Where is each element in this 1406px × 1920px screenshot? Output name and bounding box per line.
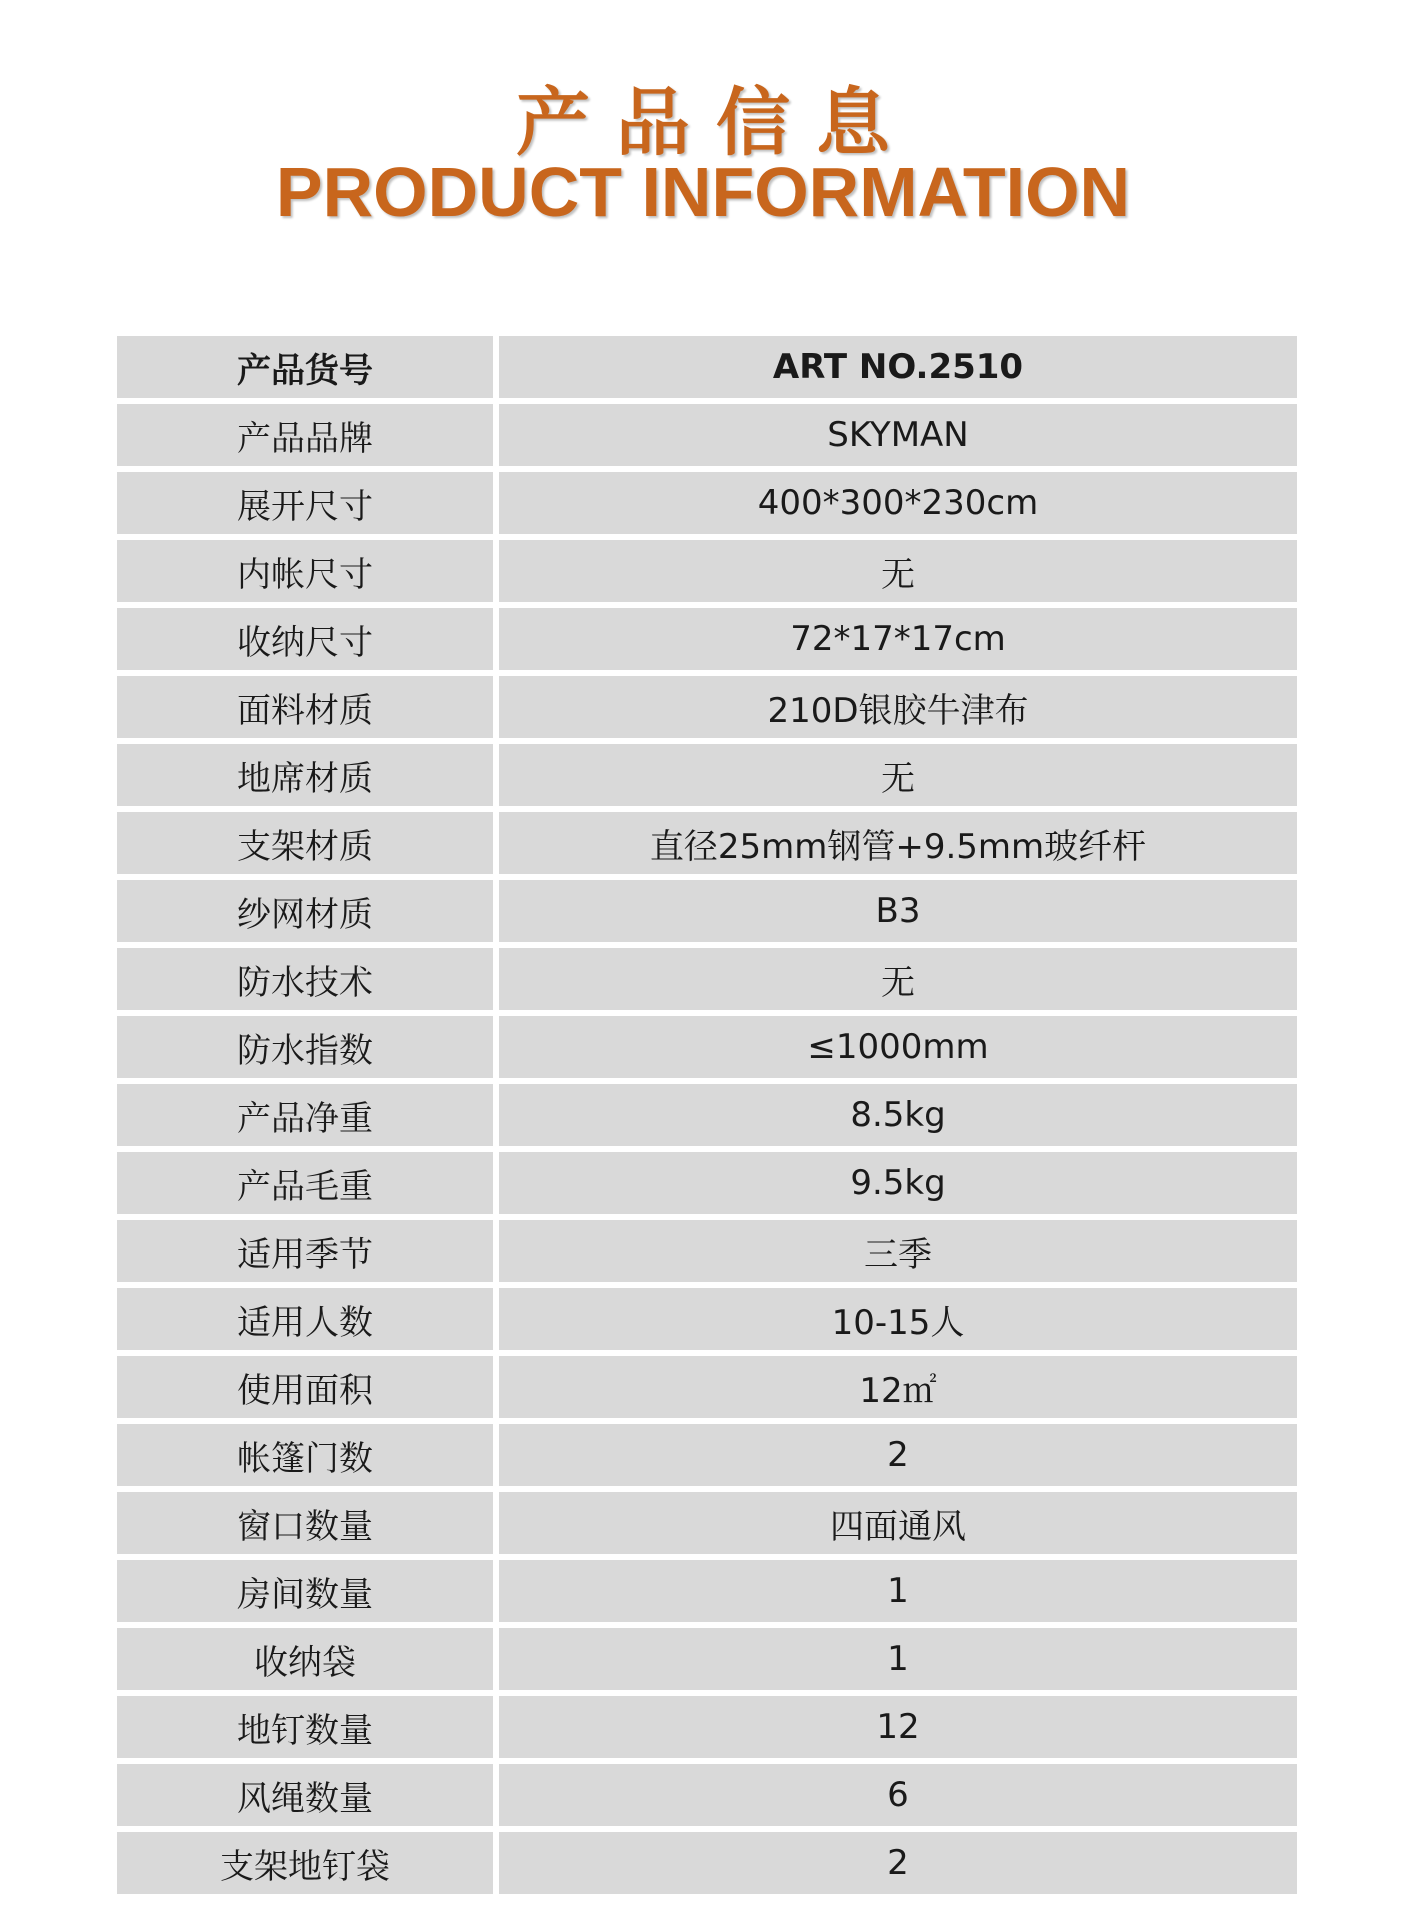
spec-row [117,1288,1297,1350]
spec-row [117,1696,1297,1758]
spec-label: 收纳尺寸 [117,608,499,670]
spec-header-label: 产品货号 [117,336,499,398]
spec-label: 地钉数量 [117,1696,499,1758]
page-title-chinese: 产品信息 [516,80,916,166]
spec-value: B3 [499,880,1297,942]
spec-value: 无 [499,744,1297,806]
spec-value: 6 [499,1764,1297,1826]
spec-label: 面料材质 [117,676,499,738]
spec-label: 风绳数量 [117,1764,499,1826]
spec-value: 1 [499,1628,1297,1690]
spec-label: 地席材质 [117,744,499,806]
spec-row [117,948,1297,1010]
spec-label: 内帐尺寸 [117,540,499,602]
spec-value: 无 [499,540,1297,602]
spec-row [117,1356,1297,1418]
spec-label: 窗口数量 [117,1492,499,1554]
spec-header-row [117,336,1297,398]
spec-label: 收纳袋 [117,1628,499,1690]
spec-row [117,1016,1297,1078]
spec-label: 产品品牌 [117,404,499,466]
spec-row [117,608,1297,670]
spec-value: 8.5kg [499,1084,1297,1146]
spec-row [117,1560,1297,1622]
spec-row [117,1492,1297,1554]
spec-label: 防水指数 [117,1016,499,1078]
spec-label: 帐篷门数 [117,1424,499,1486]
spec-value: SKYMAN [499,404,1297,466]
spec-label: 展开尺寸 [117,472,499,534]
spec-row [117,812,1297,874]
spec-label: 支架地钉袋 [117,1832,499,1894]
spec-row [117,472,1297,534]
spec-header-value: ART NO.2510 [499,336,1297,398]
product-spec-table [117,330,1297,1900]
spec-value: 2 [499,1832,1297,1894]
spec-row [117,1084,1297,1146]
spec-value: 1 [499,1560,1297,1622]
spec-row [117,1628,1297,1690]
spec-row [117,1832,1297,1894]
spec-label: 支架材质 [117,812,499,874]
spec-row [117,540,1297,602]
spec-label: 适用人数 [117,1288,499,1350]
spec-label: 适用季节 [117,1220,499,1282]
spec-row [117,1424,1297,1486]
spec-value: ≤1000mm [499,1016,1297,1078]
spec-row [117,676,1297,738]
spec-value: 四面通风 [499,1492,1297,1554]
spec-value: 无 [499,948,1297,1010]
page-title-english: PRODUCT INFORMATION [275,153,1131,231]
spec-label: 产品毛重 [117,1152,499,1214]
spec-label: 防水技术 [117,948,499,1010]
spec-label: 使用面积 [117,1356,499,1418]
spec-row [117,1152,1297,1214]
spec-label: 房间数量 [117,1560,499,1622]
spec-value: 12 [499,1696,1297,1758]
spec-value: 2 [499,1424,1297,1486]
spec-label: 产品净重 [117,1084,499,1146]
spec-table-body [117,336,1297,1894]
spec-value: 三季 [499,1220,1297,1282]
spec-value: 10-15人 [499,1288,1297,1350]
spec-row [117,1220,1297,1282]
spec-value: 210D银胶牛津布 [499,676,1297,738]
spec-row [117,404,1297,466]
spec-label: 纱网材质 [117,880,499,942]
spec-value: 400*300*230cm [499,472,1297,534]
spec-row [117,744,1297,806]
spec-row [117,880,1297,942]
spec-value: 9.5kg [499,1152,1297,1214]
spec-value: 72*17*17cm [499,608,1297,670]
spec-value: 直径25mm钢管+9.5mm玻纤杆 [499,812,1297,874]
spec-value: 12㎡ [499,1356,1297,1418]
spec-row [117,1764,1297,1826]
